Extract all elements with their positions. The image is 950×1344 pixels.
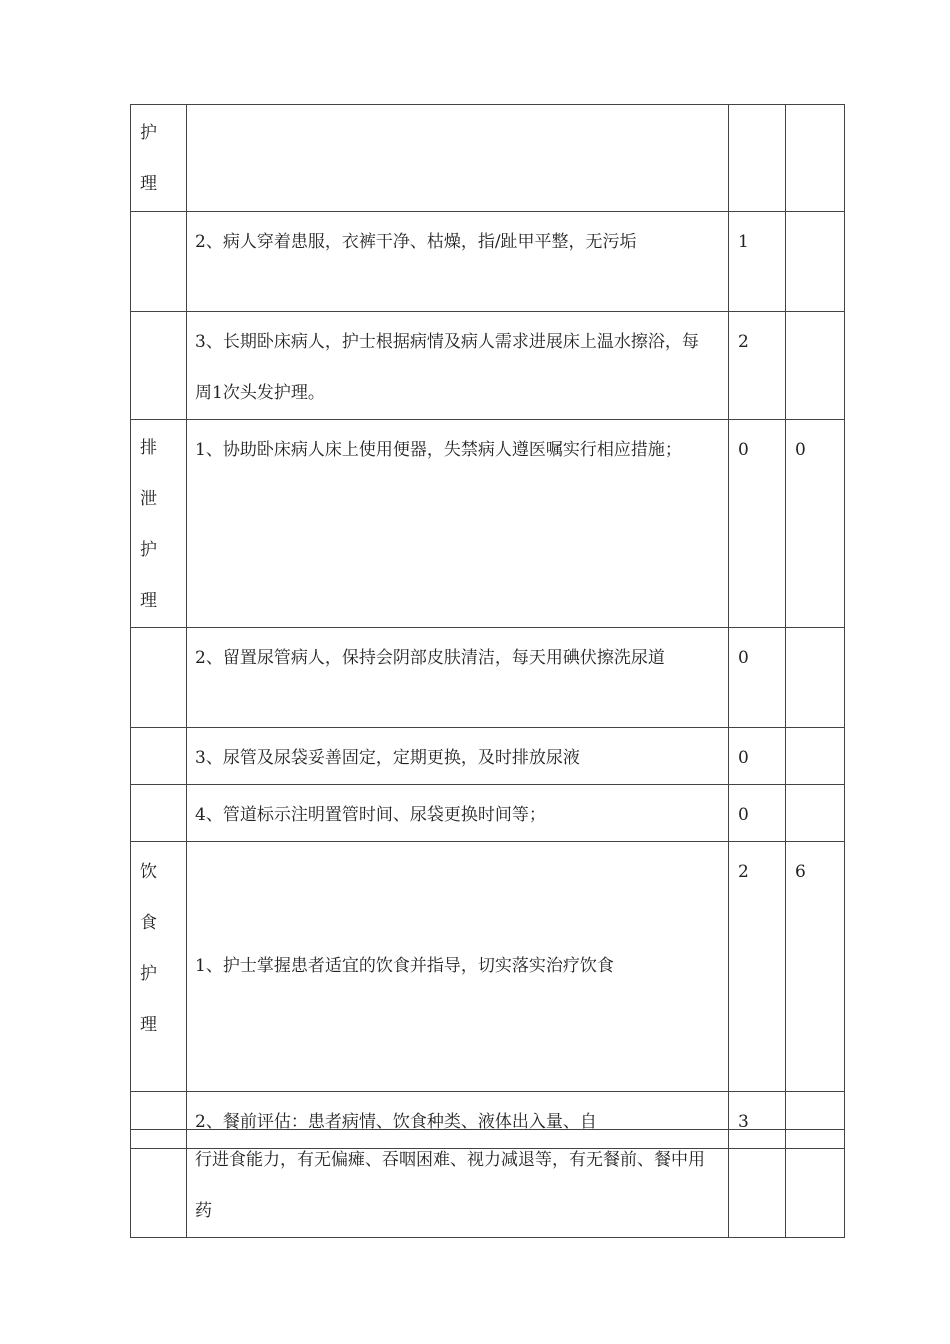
item-score: 2 (729, 842, 786, 1092)
category-char: 排 (140, 438, 157, 458)
table-row (131, 728, 845, 785)
category-cell (131, 420, 187, 628)
table-row (131, 420, 845, 628)
item-score: 0 (729, 785, 786, 842)
category-cell (131, 628, 187, 728)
category-total (786, 1130, 845, 1238)
category-cell (131, 105, 187, 212)
item-score: 0 (729, 728, 786, 785)
item-description: 4、管道标示注明置管时间、尿袋更换时间等； (187, 785, 729, 842)
category-total (786, 312, 845, 420)
table-row (131, 842, 845, 1092)
table-row (131, 785, 845, 842)
table-row (131, 312, 845, 420)
category-total (786, 728, 845, 785)
item-description: 1、协助卧床病人床上使用便器，失禁病人遵医嘱实行相应措施； (187, 420, 729, 628)
item-description: 2、留置尿管病人，保持会阴部皮肤清洁，每天用碘伏擦洗尿道 (187, 628, 729, 728)
item-score: 1 (729, 212, 786, 312)
category-total (786, 785, 845, 842)
category-cell (131, 1130, 187, 1238)
category-cell (131, 842, 187, 1092)
nursing-checklist-table-continued (130, 1129, 845, 1238)
item-description: 行进食能力，有无偏瘫、吞咽困难、视力减退等，有无餐前、餐中用药 (187, 1130, 729, 1238)
nursing-checklist-table (130, 104, 845, 1149)
table-row (131, 1130, 845, 1238)
category-char: 护 (140, 540, 157, 560)
item-description: 1、护士掌握患者适宜的饮食并指导，切实落实治疗饮食 (187, 842, 729, 1092)
category-char: 饮 (140, 862, 157, 882)
category-total: 6 (786, 842, 845, 1092)
category-total (786, 628, 845, 728)
item-score: 2 (729, 312, 786, 420)
category-char: 理 (140, 174, 157, 194)
item-score: 3 (729, 1092, 786, 1149)
item-description: 2、餐前评估：患者病情、饮食种类、液体出入量、自 (187, 1092, 729, 1149)
item-description: 2、病人穿着患服，衣裤干净、枯燥，指/趾甲平整，无污垢 (187, 212, 729, 312)
item-description: 3、尿管及尿袋妥善固定，定期更换，及时排放尿液 (187, 728, 729, 785)
item-score: 0 (729, 420, 786, 628)
category-char: 护 (140, 123, 157, 143)
category-char: 理 (140, 591, 157, 611)
item-description: 3、长期卧床病人，护士根据病情及病人需求进展床上温水擦浴，每周1次头发护理。 (187, 312, 729, 420)
category-total (786, 105, 845, 212)
table-row (131, 105, 845, 212)
item-score (729, 105, 786, 212)
category-cell (131, 728, 187, 785)
item-score (729, 1130, 786, 1238)
item-description (187, 105, 729, 212)
category-cell (131, 312, 187, 420)
category-char: 理 (140, 1015, 157, 1035)
table-row (131, 212, 845, 312)
category-cell (131, 785, 187, 842)
category-char: 食 (140, 913, 157, 933)
category-total: 0 (786, 420, 845, 628)
table-row (131, 628, 845, 728)
category-cell (131, 212, 187, 312)
category-char: 护 (140, 964, 157, 984)
category-total (786, 212, 845, 312)
category-char: 泄 (140, 489, 157, 509)
item-score: 0 (729, 628, 786, 728)
